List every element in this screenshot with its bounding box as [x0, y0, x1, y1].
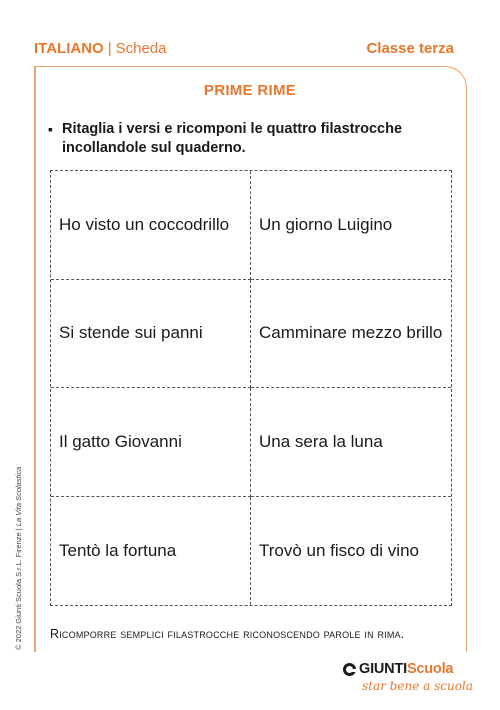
verse-card: Il gatto Giovanni — [51, 388, 251, 497]
instruction — [48, 120, 448, 158]
magazine-name: La Vita Scolastica — [14, 466, 23, 527]
sheet-type-label: Scheda — [115, 40, 167, 57]
publisher-logo — [343, 661, 453, 677]
verse-card: Un giorno Luigino — [251, 171, 451, 280]
grade-label: Classe terza — [366, 40, 454, 57]
copyright-notice — [14, 467, 23, 650]
learning-objective: Ricomporre semplici filastrocche riconoscendo parole in rima. — [50, 627, 405, 641]
giunti-g-icon — [343, 663, 356, 676]
cut-out-grid — [50, 170, 452, 606]
logo-text — [359, 661, 453, 677]
bullet-icon: ▪ — [48, 121, 53, 137]
subject-label: ITALIANO — [34, 40, 104, 57]
verse-card: Una sera la luna — [251, 388, 451, 497]
verse-card: Tentò la fortuna — [51, 497, 251, 606]
header-separator: | — [107, 40, 112, 57]
logo-slogan: star bene a scuola — [362, 679, 473, 693]
page-title: PRIME RIME — [203, 82, 297, 99]
header-subject — [34, 40, 167, 57]
copyright-text: © 2022 Giunti Scuola S.r.L. Firenze | — [14, 526, 23, 650]
verse-card: Trovò un fisco di vino — [259, 540, 419, 560]
verse-card: Ho visto un coccodrillo — [51, 171, 251, 280]
instruction-text: Ritaglia i versi e ricomponi le quattro filastrocche incollandole sul quaderno. — [62, 121, 403, 156]
verse-card: Si stende sui panni — [51, 280, 251, 389]
verse-card: Camminare mezzo brillo — [251, 280, 451, 389]
logo-brand-accent: Scuola — [406, 661, 454, 677]
logo-brand: GIUNTI — [359, 661, 407, 677]
